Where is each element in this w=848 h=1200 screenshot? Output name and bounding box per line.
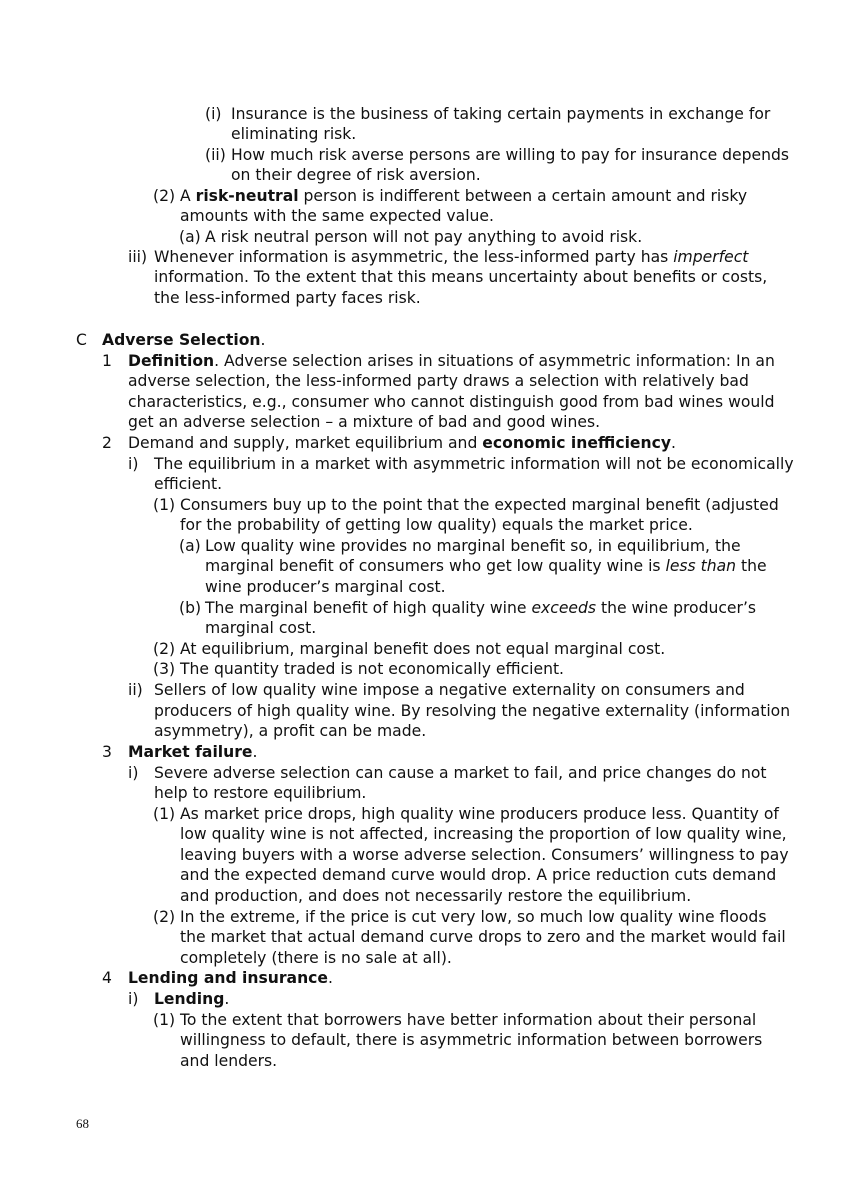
- text-line: willingness to default, there is asymmetric information between borrowers: [180, 1031, 763, 1049]
- text-line: A risk-neutral person is indifferent between a certain amount and risky: [180, 187, 748, 205]
- bold-term: economic inefficiency: [482, 434, 671, 452]
- text-line: information. To the extent that this means uncertainty about benefits or costs,: [154, 268, 768, 286]
- text-line: producers of high quality wine. By resolving the negative externality (information: [154, 702, 791, 720]
- text-line: Demand and supply, market equilibrium and economic inefficiency.: [128, 434, 676, 452]
- text-line: How much risk averse persons are willing to pay for insurance depends: [231, 146, 790, 164]
- text-line: asymmetry), a profit can be made.: [154, 722, 427, 740]
- bold-term: Lending and insurance: [128, 969, 328, 987]
- text-line: the market that actual demand curve drops to zero and the market would fail: [180, 928, 786, 946]
- text-line: for the probability of getting low quality) equals the market price.: [180, 516, 693, 534]
- bold-term: Adverse Selection: [102, 331, 261, 349]
- text-line: help to restore equilibrium.: [154, 784, 367, 802]
- list-marker: (i): [205, 105, 222, 123]
- text-line: and production, and does not necessarily restore the equilibrium.: [180, 887, 692, 905]
- list-marker: (2): [153, 640, 176, 658]
- text-line: and the expected demand curve would drop. A price reduction cuts demand: [180, 866, 777, 884]
- text-line: on their degree of risk aversion.: [231, 166, 481, 184]
- text-line: Lending.: [154, 990, 230, 1008]
- text-line: amounts with the same expected value.: [180, 207, 494, 225]
- list-marker: 4: [102, 969, 112, 987]
- italic-term: exceeds: [531, 599, 597, 617]
- text-line: eliminating risk.: [231, 125, 357, 143]
- text-line: To the extent that borrowers have better information about their personal: [180, 1011, 757, 1029]
- text-line: efficient.: [154, 475, 223, 493]
- text-line: leaving buyers with a worse adverse selection. Consumers’ willingness to pay: [180, 846, 789, 864]
- list-marker: (ii): [205, 146, 226, 164]
- text-line: wine producer’s marginal cost.: [205, 578, 446, 596]
- text-line: marginal cost.: [205, 619, 317, 637]
- text-line: Definition. Adverse selection arises in situations of asymmetric information: In an: [128, 352, 775, 370]
- list-marker: (1): [153, 805, 176, 823]
- list-marker: i): [128, 990, 139, 1008]
- list-marker: (3): [153, 660, 176, 678]
- list-marker: 3: [102, 743, 112, 761]
- text-line: get an adverse selection – a mixture of bad and good wines.: [128, 413, 601, 431]
- list-marker: (1): [153, 496, 176, 514]
- text-line: Low quality wine provides no marginal benefit so, in equilibrium, the: [205, 537, 741, 555]
- bold-term: Definition: [128, 352, 215, 370]
- list-marker: ii): [128, 681, 143, 699]
- text-line: marginal benefit of consumers who get low quality wine is less than the: [205, 557, 767, 575]
- text-line: completely (there is no sale at all).: [180, 949, 452, 967]
- list-marker: i): [128, 455, 139, 473]
- text-line: Sellers of low quality wine impose a negative externality on consumers and: [154, 681, 745, 699]
- list-marker: (b): [179, 599, 202, 617]
- text-line: The equilibrium in a market with asymmetric information will not be economically: [154, 455, 794, 473]
- text-line: adverse selection, the less-informed party draws a selection with relatively bad: [128, 372, 749, 390]
- text-line: Adverse Selection.: [102, 331, 266, 349]
- text-line: The quantity traded is not economically efficient.: [180, 660, 565, 678]
- text-line: At equilibrium, marginal benefit does not equal marginal cost.: [180, 640, 666, 658]
- list-marker: (2): [153, 908, 176, 926]
- list-marker: 1: [102, 352, 112, 370]
- text-line: A risk neutral person will not pay anything to avoid risk.: [205, 228, 643, 246]
- bold-term: Lending: [154, 990, 225, 1008]
- text-line: Lending and insurance.: [128, 969, 333, 987]
- text-line: low quality wine is not affected, increasing the proportion of low quality wine,: [180, 825, 787, 843]
- list-marker: (a): [179, 228, 201, 246]
- list-marker: i): [128, 764, 139, 782]
- text-line: Severe adverse selection can cause a market to fail, and price changes do not: [154, 764, 767, 782]
- text-line: the less-informed party faces risk.: [154, 289, 421, 307]
- text-line: and lenders.: [180, 1052, 278, 1070]
- list-marker: C: [76, 331, 87, 349]
- list-marker: 2: [102, 434, 112, 452]
- text-line: Whenever information is asymmetric, the less-informed party has imperfect: [154, 248, 749, 266]
- text-line: Consumers buy up to the point that the expected marginal benefit (adjusted: [180, 496, 779, 514]
- italic-term: less than: [665, 557, 737, 575]
- list-marker: iii): [128, 248, 148, 266]
- list-marker: (1): [153, 1011, 176, 1029]
- bold-term: Market failure: [128, 743, 253, 761]
- page-number: 68: [76, 1116, 89, 1131]
- list-marker: (a): [179, 537, 201, 555]
- list-marker: (2): [153, 187, 176, 205]
- text-line: Insurance is the business of taking certain payments in exchange for: [231, 105, 771, 123]
- text-line: The marginal benefit of high quality wine exceeds the wine producer’s: [205, 599, 757, 617]
- text-line: In the extreme, if the price is cut very low, so much low quality wine floods: [180, 908, 767, 926]
- text-line: As market price drops, high quality wine producers produce less. Quantity of: [180, 805, 779, 823]
- text-line: characteristics, e.g., consumer who cannot distinguish good from bad wines would: [128, 393, 775, 411]
- bold-term: risk-neutral: [195, 187, 299, 205]
- italic-term: imperfect: [673, 248, 749, 266]
- text-line: Market failure.: [128, 743, 258, 761]
